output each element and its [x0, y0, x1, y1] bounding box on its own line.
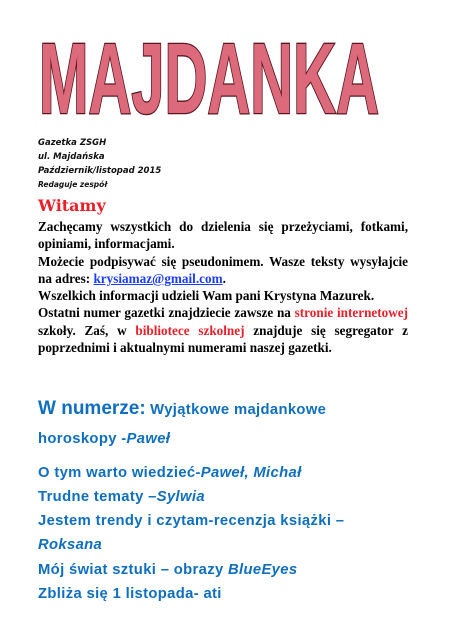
intro-text-run: szkoły. Zaś, w [38, 322, 136, 338]
greeting-heading: Witamy [38, 196, 106, 215]
contents-item-title: Mój świat sztuki – obrazy [38, 562, 228, 578]
masthead-title-text: MAJDANKA [39, 24, 379, 124]
intro-paragraph: Zachęcamy wszystkich do dzielenia się przeżyciami, fotkami, opiniami, informacjami. [38, 219, 408, 252]
intro-text-run: Możecie podpisywać się pseudonimem. Wasze teksty wysyłajcie na adres: [38, 253, 408, 286]
contents-item [38, 562, 297, 578]
newsletter-meta [38, 136, 161, 191]
meta-line: Październik/listopad 2015 [38, 166, 162, 176]
intro-text-run: . [222, 270, 226, 286]
contents-item-title: Trudne tematy – [38, 489, 157, 505]
contents-item [38, 431, 170, 447]
contents-item [38, 586, 222, 602]
meta-line: Gazetka ZSGH [38, 138, 107, 148]
contents-item [38, 465, 302, 481]
website-link-text: stronie internetowej [294, 305, 409, 321]
library-text: bibliotece szkolnej [135, 322, 245, 338]
contents-heading-line [38, 398, 326, 420]
intro-paragraph [38, 253, 408, 288]
intro-text-run: znajduje się segregator z poprzednimi i aktualnymi numerami naszej gazetki. [38, 322, 408, 356]
contents-heading: W numerze: [38, 398, 146, 419]
intro-paragraph: Wszelkich informacji udzieli Wam pani Krystyna Mazurek. [38, 288, 375, 304]
intro-text [38, 218, 408, 356]
contents-item-author: Paweł [126, 431, 171, 447]
contents-item-title: Jestem trendy i czytam-recenzja książki – [38, 513, 345, 529]
contents-item-author: Sylwia [156, 489, 205, 505]
contents-item-author: Paweł, Michał [200, 465, 302, 481]
intro-text-run: Ostatni numer gazetki znajdziecie zawsze na [38, 305, 295, 321]
contents-item-author: BlueEyes [228, 562, 298, 578]
intro-paragraph [38, 304, 408, 356]
meta-line: ul. Majdańska [38, 152, 105, 162]
email-link[interactable]: krysiamaz@gmail.com [93, 270, 223, 286]
masthead-title [36, 24, 382, 124]
contents-item-title: Zbliża się 1 listopada- ati [38, 586, 222, 602]
contents-item [38, 489, 205, 505]
contents-item [38, 537, 102, 553]
contents-item-title: horoskopy - [38, 431, 127, 447]
contents-item-title: Wyjątkowe majdankowe [150, 402, 327, 418]
contents-item [38, 513, 344, 529]
contents-item-title: O tym warto wiedzieć- [38, 465, 201, 481]
contents-item-author: Roksana [38, 537, 103, 553]
meta-editors: Redaguje zespół [38, 180, 108, 189]
